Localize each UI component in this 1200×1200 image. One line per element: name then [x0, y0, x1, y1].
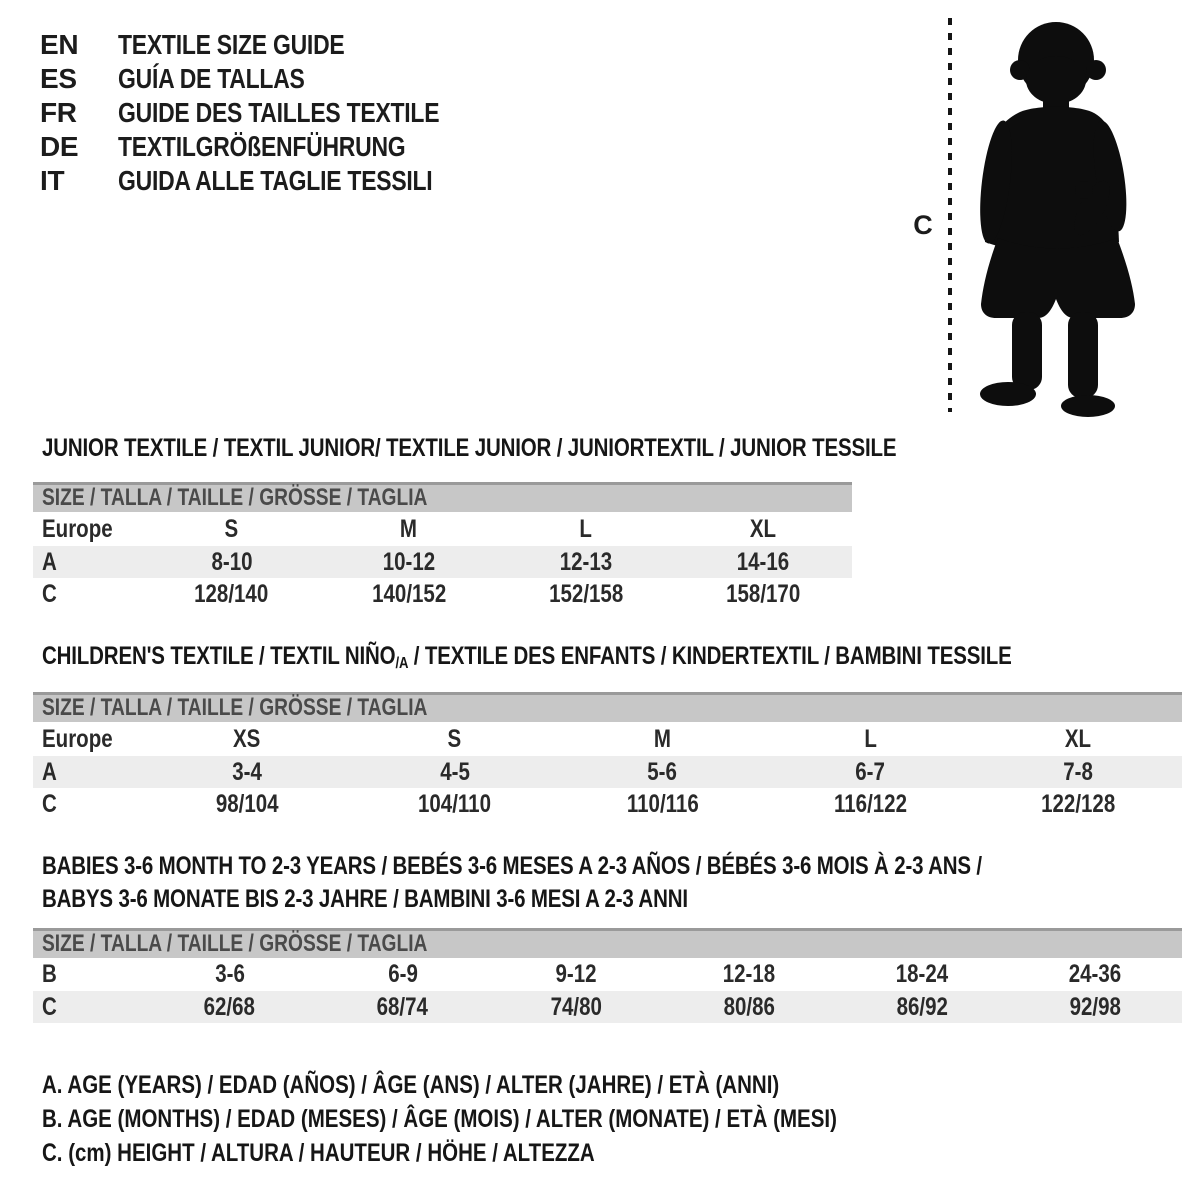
lang-row-en: [40, 28, 510, 62]
nino-a-subscript: /A: [395, 655, 409, 672]
children-size-table: [33, 722, 1182, 820]
junior-section-title: JUNIOR TEXTILE / TEXTIL JUNIOR/ TEXTILE JUNIOR / JUNIORTEXTIL / JUNIOR TESSILE: [42, 434, 897, 462]
legend-age-months: B. AGE (MONTHS) / EDAD (MESES) / ÂGE (MOIS) / ALTER (MONATE) / ETÀ (MESI): [42, 1105, 837, 1133]
size-label: XL: [1064, 724, 1092, 753]
row-key: B: [42, 960, 57, 988]
babies-section-title: BABIES 3-6 MONTH TO 2-3 YEARS / BEBÉS 3-6 MESES A 2-3 AÑOS / BÉBÉS 3-6 MOIS À 2-3 ANS / BABYS 3-6 MONATE BIS 2-3 JAHRE / BAMBINI 3-6 MESI A 2-3 ANNI: [42, 852, 982, 913]
age-value: 6-7: [855, 757, 886, 786]
height-value: 80/86: [723, 992, 775, 1021]
lang-code: IT: [40, 165, 65, 196]
size-label: S: [224, 514, 239, 543]
junior-row-height: [33, 578, 852, 610]
language-title-block: [40, 28, 510, 198]
babies-row-height: [33, 991, 1182, 1023]
size-label: S: [447, 724, 462, 753]
lang-row-es: [40, 62, 510, 96]
lang-code: DE: [40, 131, 79, 162]
row-key: C: [42, 992, 57, 1021]
legend-age-years: A. AGE (YEARS) / EDAD (AÑOS) / ÂGE (ANS) / ALTER (JAHRE) / ETÀ (ANNI): [42, 1071, 780, 1099]
legend-block: [42, 1068, 1011, 1170]
babies-row-months: [33, 958, 1182, 991]
lang-title: TEXTILGRÖßENFÜHRUNG: [118, 131, 406, 162]
lang-row-fr: [40, 96, 510, 130]
lang-row-it: [40, 164, 510, 198]
height-value: 128/140: [194, 579, 269, 608]
age-value: 7-8: [1063, 757, 1093, 786]
lang-title: GUIDE DES TAILLES TEXTILE: [118, 97, 440, 128]
height-dashed-line: [946, 12, 954, 418]
size-label: L: [579, 514, 593, 543]
row-key: A: [42, 757, 57, 786]
lang-code: ES: [40, 63, 77, 94]
children-row-height: [33, 788, 1182, 820]
months-value: 3-6: [214, 960, 245, 988]
toddler-silhouette-image: [956, 12, 1148, 420]
row-key: A: [42, 547, 57, 576]
junior-header-row: [33, 512, 852, 546]
lang-title: GUÍA DE TALLAS: [118, 63, 305, 94]
size-label: M: [653, 724, 672, 753]
height-measure-label: C: [913, 210, 933, 240]
size-label: L: [864, 724, 877, 753]
size-label: M: [400, 514, 418, 543]
height-value: 122/128: [1041, 789, 1116, 818]
babies-size-header-bar: SIZE / TALLA / TAILLE / GRÖSSE / TAGLIA: [33, 928, 1182, 958]
months-value: 24-36: [1069, 960, 1122, 988]
age-value: 8-10: [211, 547, 253, 576]
height-value: 86/92: [896, 992, 948, 1021]
age-value: 5-6: [647, 757, 678, 786]
lang-title: GUIDA ALLE TAGLIE TESSILI: [118, 165, 433, 196]
row-key: C: [42, 579, 57, 608]
age-value: 10-12: [382, 547, 436, 576]
height-value: 68/74: [377, 992, 429, 1021]
age-value: 3-4: [232, 757, 262, 786]
age-value: 12-13: [559, 547, 613, 576]
lang-code: EN: [40, 29, 79, 60]
height-value: 92/98: [1069, 992, 1122, 1021]
region-label: Europe: [42, 514, 113, 543]
lang-title: TEXTILE SIZE GUIDE: [118, 29, 345, 60]
height-value: 104/110: [418, 789, 492, 818]
children-section-title: CHILDREN'S TEXTILE / TEXTIL $NIÑO_{/A}$ / TEXTILE DES ENFANTS / KINDERTEXTIL / BAMBINI TESSILE: [42, 642, 1012, 672]
lang-code: FR: [40, 97, 77, 128]
months-value: 12-18: [722, 960, 776, 988]
junior-row-age: [33, 546, 852, 578]
junior-size-header-bar: SIZE / TALLA / TAILLE / GRÖSSE / TAGLIA: [33, 482, 852, 512]
height-value: 62/68: [203, 992, 256, 1021]
age-value: 4-5: [439, 757, 470, 786]
months-value: 18-24: [895, 960, 949, 988]
height-value: 74/80: [550, 992, 602, 1021]
height-value: 140/152: [371, 579, 446, 608]
region-label: Europe: [42, 724, 113, 753]
height-value: 152/158: [549, 579, 624, 608]
children-size-header-bar: SIZE / TALLA / TAILLE / GRÖSSE / TAGLIA: [33, 692, 1182, 722]
children-header-row: [33, 722, 1182, 756]
height-value: 116/122: [833, 789, 907, 818]
lang-row-de: [40, 130, 510, 164]
row-key: C: [42, 789, 57, 818]
junior-size-table: [33, 512, 852, 610]
legend-height-cm: C. (cm) HEIGHT / ALTURA / HAUTEUR / HÖHE / ALTEZZA: [42, 1139, 595, 1167]
height-value: 110/116: [626, 789, 699, 818]
size-label: XL: [750, 514, 777, 543]
babies-size-table: [33, 958, 1182, 1023]
age-value: 14-16: [737, 547, 790, 576]
months-value: 9-12: [555, 960, 597, 988]
height-value: 158/170: [726, 579, 801, 608]
height-value: 98/104: [215, 789, 279, 818]
months-value: 6-9: [387, 960, 418, 988]
children-row-age: [33, 756, 1182, 788]
size-label: XS: [233, 724, 261, 753]
